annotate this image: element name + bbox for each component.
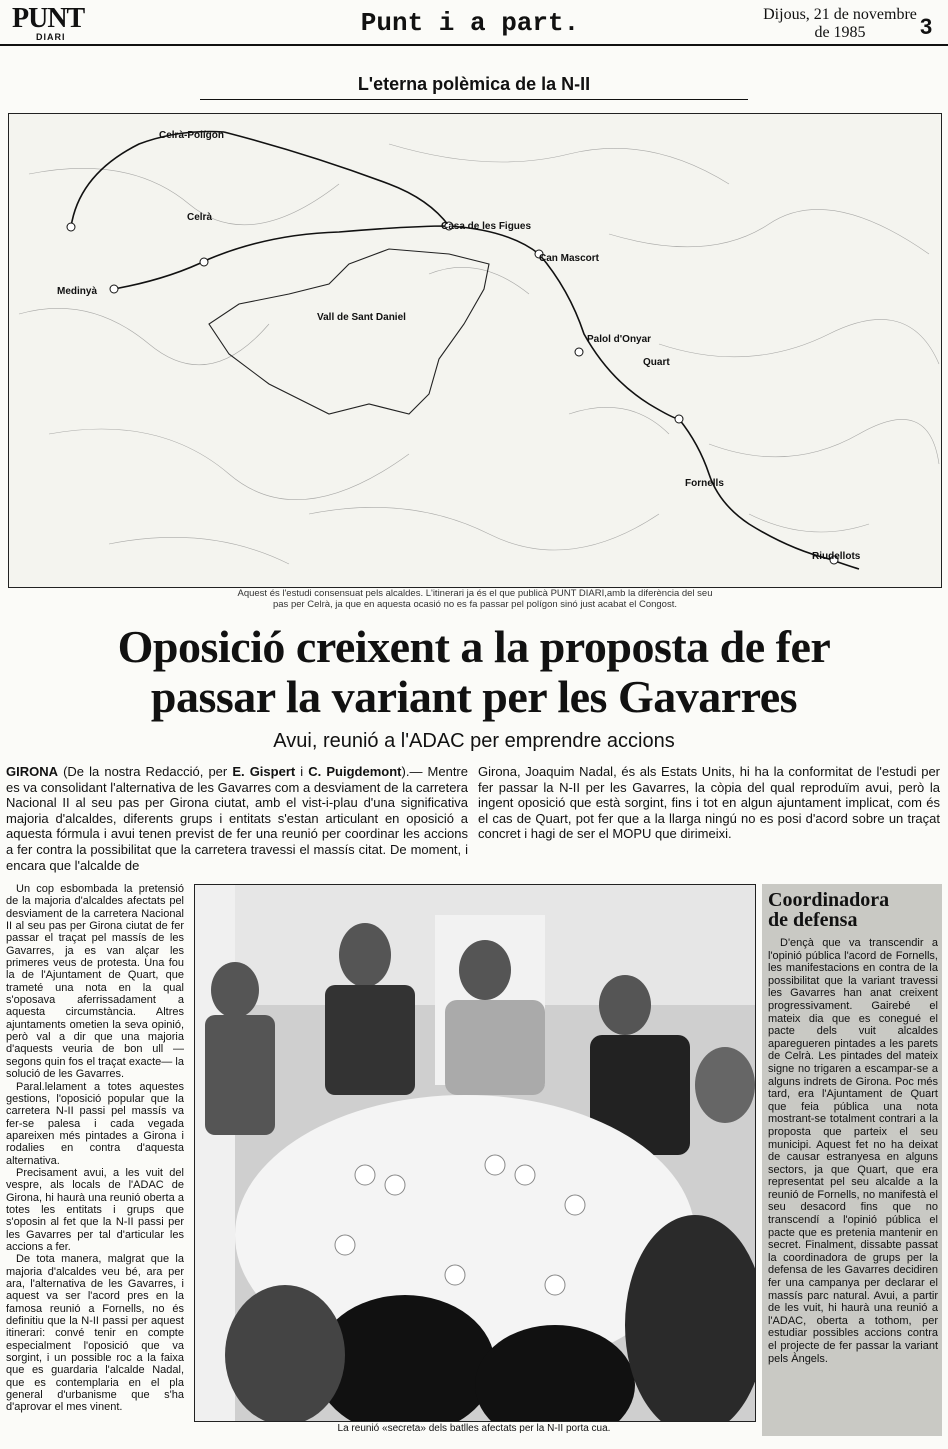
map-label-fornells: Fornells — [685, 478, 724, 489]
valley-outline — [209, 249, 489, 414]
lead-author-1: E. Gispert — [232, 764, 296, 779]
map-label-vall-de-sant-daniel: Vall de Sant Daniel — [317, 312, 406, 323]
sidebar-title-line-1: Coordinadora — [768, 889, 890, 911]
lead-column-1 — [6, 764, 468, 873]
sidebar-title — [768, 890, 940, 930]
map-caption-line-2: pas per Celrà, ja que en aquesta ocasió no es fa passar pel polígon sinó just acabat el Congost. — [272, 599, 677, 610]
sidebar-text: D'ençà que va transcendir a l'opinió pública l'acord de Fornells, les manifestacions en contra de la possibilitat que la variant travessi les Gavarres han anat creixent progressivament. Gairebé el mateix dia que es conegué el pacte dels vuit alcaldes aparegueren pintades a les parets de Celrà. Les pintades del mateix signe no trigaren a escampar-se a alguns indrets de Girona. Poc més tard, era l'Ajuntament de Quart que feia pública una nota mostrant-se totalment contrari a la proposta que parteix el seu municipi. Aquest fet no ha deixat de causar estranyesa en alguns sectors, ja que Quart, que era representat pel seu alcalde a la reunió de Fornells, no manifestà el seu desacord fins que no transcendí a l'opinió pública el pacte que es pretenia mantenir en secret. Finalment, dissabte passat la coordinadora de grups per la defensa de les Gavarres decidiren fer una campanya per declarar el massís parc natural. Avui, a partir de les vuit, hi haurà una reunió a l'ADAC, oberta a tothom, per estudiar possibles accions contra el projecte de fer passar la variant pels Àngels. — [768, 937, 938, 1365]
meeting-photo-illustration — [195, 885, 755, 1421]
route-map — [8, 113, 942, 588]
date-line-1: Dijous, 21 de novembre — [763, 6, 917, 23]
map-label-medinya: Medinyà — [57, 286, 98, 297]
date-line-2: de 1985 — [814, 24, 866, 41]
map-caption-line-1: Aquest és l'estudi consensuat pels alcaldes. L'itinerari ja és el que publicà PUNT DIARI,amb la diferència del seu — [237, 588, 713, 599]
route-map-svg — [9, 114, 941, 587]
kicker: L'eterna polèmica de la N-II — [200, 74, 748, 100]
lead-place: GIRONA — [6, 764, 58, 779]
lead-column-2: Girona, Joaquim Nadal, és als Estats Units, hi ha la conformitat de l'estudi per fer passar la N-II per les Gavarres, la còpia del qual reproduïm avui, però la ingent oposició que està sorgint, fins i tot en algun ajuntament implicat, com és el cas de Quart, pot fer que a la llarga ningú no es posi d'acord sobre un traçat concret i hagi de ser el MOPU que dirimeixi. — [478, 764, 940, 842]
headline-line-1: Oposició creixent a la proposta de fer — [117, 621, 831, 672]
section-title: Punt i a part. — [360, 8, 580, 38]
dateline — [760, 6, 920, 42]
sidebar-title-line-2: de defensa — [768, 909, 858, 931]
map-terrain — [19, 144, 939, 564]
headline-line-2: passar la variant per les Gavarres — [150, 671, 798, 722]
map-label-palol-donyar: Palol d'Onyar — [587, 334, 652, 345]
body-paragraph: De tota manera, malgrat que la majoria d'alcaldes veu bé, ara per ara, l'alternativa de les Gavarres, i aquest va ser l'acord pres en la famosa reunió a Fornells, no és definitiu que la N-II passi per aquest itinerari: convé tenir en compte especialment l'oposició que va sorgint, i un possible roc a la faixa que es guardaria l'alcalde Nadal, que es contemplaria en el pla general d'urbanisme que s'ha d'aprovar el mes vinent. — [6, 1253, 184, 1414]
body-paragraph: Paral.lelament a totes aquestes gestions, l'oposició popular que la carretera N-II passi pel massís va fer-se palesa i cada vegada apareixen més pintades a Girona i rodalies en contra d'aquesta alternativa. — [6, 1080, 184, 1167]
lead-text: ).— Mentre es va consolidant l'alternativa de les Gavarres com a desviament de la carretera Nacional II al seu pas per Girona ciutat, amb el vist-i-plau d'una significativa majoria d'alcaldes, diferents grups i entitats s'estan articulant en oposició a aquesta fórmula i avui tenen previst de fer una reunió per coordinar les accions a fer contra la possibilitat que la carretera travessi el massís citat. De moment, i encara que l'alcalde de — [6, 764, 468, 873]
map-label-casa-de-les-figues: Casa de les Figues — [441, 221, 532, 232]
subheadline: Avui, reunió a l'ADAC per emprendre accions — [273, 730, 675, 752]
map-label-quart: Quart — [643, 357, 670, 368]
map-labels — [57, 130, 861, 562]
lead-byline-pre: (De la nostra Redacció, per — [58, 764, 233, 779]
map-caption — [140, 588, 810, 610]
body-column — [6, 883, 184, 1414]
body-paragraph: Un cop esbombada la pretensió de la majoria d'alcaldes afectats pel desviament de la carretera Nacional II al seu pas per Girona ciutat de fer passar el traçat pel massís de les Gavarres, ja es van alçar les primeres veus de protesta. Una fou la de l'Ajuntament de Quart, que trameté una nota en la qual s'oposava aferrissadament a aquesta circumstància. Altres ajuntaments ometien la seva opinió, però val a dir que una majoria d'aquests veuria de bon ull —segons quin fos el traçat exacte— la solució de les Gavarres. — [6, 883, 184, 1081]
headline — [0, 622, 948, 722]
lead-byline-mid: i — [295, 764, 309, 779]
lead-author-2: C. Puigdemont — [308, 764, 402, 779]
map-label-can-mascort: Can Mascort — [539, 253, 600, 264]
page-number: 3 — [920, 14, 933, 39]
photo-caption: La reunió «secreta» dels batlles afectats per la N-II porta cua. — [337, 1423, 611, 1434]
map-label-celra-poligon: Celrà-Polígon — [159, 130, 225, 141]
newspaper-logo: PUNT — [12, 3, 85, 34]
map-label-celra: Celrà — [187, 212, 213, 223]
map-label-riudellots: Riudellots — [812, 551, 861, 562]
meeting-photo — [194, 884, 756, 1422]
route-nodes — [67, 222, 838, 564]
newspaper-logo-sub: DIARI — [36, 32, 66, 42]
route-lines — [71, 132, 859, 570]
body-paragraph: Precisament avui, a les vuit del vespre, als locals de l'ADAC de Girona, hi haurà una reunió oberta a totes les entitats i grups que s'oposin al fet que la N-II passi per les Gavarres per tal d'articular les accions a fer. — [6, 1166, 184, 1253]
